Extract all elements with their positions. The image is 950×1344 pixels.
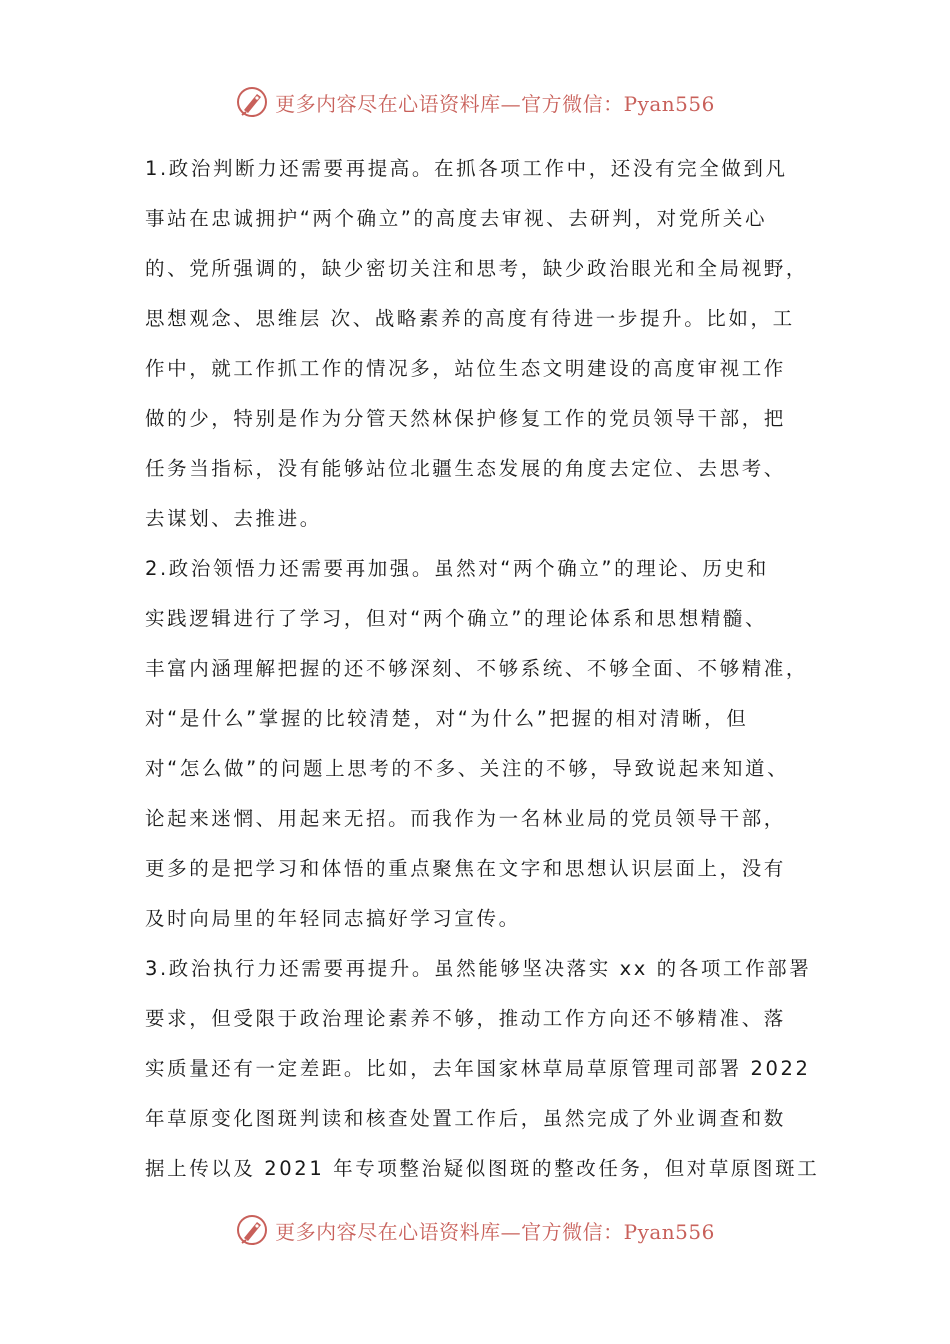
paragraph-3: [145, 952, 820, 1202]
footer-watermark-banner: [0, 1210, 950, 1250]
text-line: 3.政治执行力还需要再提升。虽然能够坚决落实 xx 的各项工作部署: [145, 957, 812, 980]
pen-nib-circle-icon: [235, 85, 269, 119]
text-line: 作中，就工作抓工作的情况多，站位生态文明建设的高度审视工作: [145, 357, 786, 380]
text-line: 要求，但受限于政治理论素养不够，推动工作方向还不够精准、落: [145, 1007, 786, 1030]
text-line: 实践逻辑进行了学习，但对“两个确立”的理论体系和思想精髓、: [145, 607, 768, 630]
text-line: 更多的是把学习和体悟的重点聚焦在文字和思想认识层面上，没有: [145, 857, 786, 880]
text-line: 任务当指标，没有能够站位北疆生态发展的角度去定位、去思考、: [145, 457, 786, 480]
paragraph-2: [145, 552, 815, 952]
text-line: 思想观念、思维层 次、战略素养的高度有待进一步提升。比如，工: [145, 307, 795, 330]
document-body: [145, 152, 820, 1202]
text-line: 去谋划、去推进。: [145, 507, 322, 530]
header-watermark-banner: [0, 82, 950, 122]
footer-banner-text: 更多内容尽在心语资料库—官方微信：Pyan556: [275, 1219, 715, 1244]
header-banner-text: 更多内容尽在心语资料库—官方微信：Pyan556: [275, 91, 715, 116]
text-line: 对“是什么”掌握的比较清楚，对“为什么”把握的相对清晰，但: [145, 707, 749, 730]
text-line: 据上传以及 2021 年专项整治疑似图斑的整改任务，但对草原图斑工: [145, 1157, 820, 1180]
pen-nib-circle-icon: [235, 1213, 269, 1247]
text-line: 做的少，特别是作为分管天然林保护修复工作的党员领导干部，把: [145, 407, 786, 430]
text-line: 年草原变化图斑判读和核查处置工作后，虽然完成了外业调查和数: [145, 1107, 786, 1130]
text-line: 实质量还有一定差距。比如，去年国家林草局草原管理司部署 2022: [145, 1057, 811, 1080]
text-line: 的、党所强调的，缺少密切关注和思考，缺少政治眼光和全局视野，: [145, 257, 809, 280]
text-line: 1.政治判断力还需要再提高。在抓各项工作中，还没有完全做到凡: [145, 157, 788, 180]
text-line: 论起来迷惘、用起来无招。而我作为一名林业局的党员领导干部，: [145, 807, 786, 830]
paragraph-1: [145, 152, 815, 552]
text-line: 及时向局里的年轻同志搞好学习宣传。: [145, 907, 521, 930]
text-line: 事站在忠诚拥护“两个确立”的高度去审视、去研判，对党所关心: [145, 207, 768, 230]
text-line: 2.政治领悟力还需要再加强。虽然对“两个确立”的理论、历史和: [145, 557, 769, 580]
text-line: 丰富内涵理解把握的还不够深刻、不够系统、不够全面、不够精准，: [145, 657, 809, 680]
text-line: 对“怎么做”的问题上思考的不多、关注的不够，导致说起来知道、: [145, 757, 790, 780]
